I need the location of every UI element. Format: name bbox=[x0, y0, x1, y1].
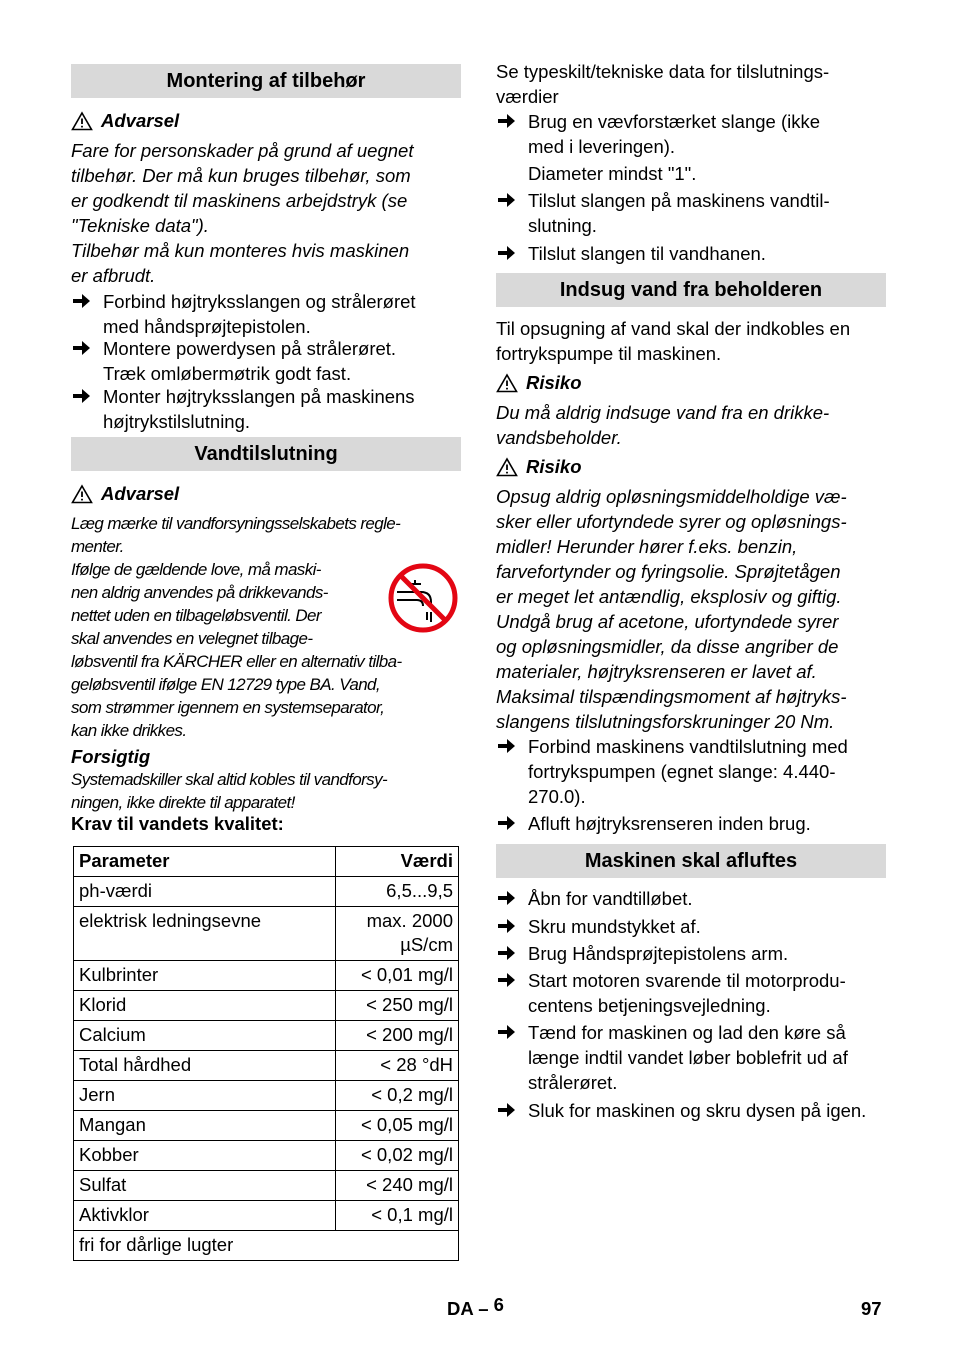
water-quality-table bbox=[73, 846, 459, 1261]
paragraph: Ifølge de gældende love, må maski- nen aldrig anvendes på drikkevands- nettet uden en tilbageløbsventil. Der skal anvendes en velegnet tilbage- løbsventil fra KÄRCHER eller en alternativ tilba- geløbsventil ifølge EN 12729 type BA. Vand, som strømmer igennem en systemseparator, kan ikke drikkes. bbox=[71, 560, 402, 740]
footer-section-label: DA – 6 bbox=[447, 1294, 504, 1319]
list-item: Afluft højtryksrenseren inden brug. bbox=[496, 811, 886, 836]
list-note: Diameter mindst "1". bbox=[528, 163, 697, 184]
arrow-right-icon bbox=[496, 970, 516, 990]
arrow-right-icon bbox=[496, 111, 516, 131]
section-heading-vandtilslutning: Vandtilslutning bbox=[71, 437, 461, 471]
warning-triangle-icon bbox=[71, 111, 93, 131]
warning-label: Risiko bbox=[526, 456, 582, 477]
table-row: ph-værdi 6,5...9,5 bbox=[74, 877, 459, 907]
warning-risiko-2 bbox=[496, 456, 582, 478]
table-row: Calcium < 200 mg/l bbox=[74, 1021, 459, 1051]
section-heading-indsug: Indsug vand fra beholderen bbox=[496, 273, 886, 307]
warning-advarsel-1 bbox=[71, 110, 179, 132]
warning-label: Risiko bbox=[526, 372, 582, 393]
paragraph: Opsug aldrig opløsningsmiddelholdige væ- sker eller ufortyndede syrer og opløsnings- midler! Herunder hører f.eks. benzin, farvefortynder og fyringsolie. Sprøjtetågen er meget let antændlig, eksplosiv og giftig. Undgå brug af acetone, ufortyndede syrer og opløsningsmidler, da disse angriber de materialer, højtryksrenseren er lavet af. Maksimal tilspændingsmoment af højtryks- slangens tilslutningsforskruninger 20 Nm. bbox=[496, 486, 847, 732]
table-row: Kobber < 0,02 mg/l bbox=[74, 1141, 459, 1171]
paragraph: Systemadskiller skal altid kobles til vandforsy- ningen, ikke direkte til apparatet! bbox=[71, 770, 388, 812]
paragraph: Du må aldrig indsuge vand fra en drikke- vandsbeholder. bbox=[496, 402, 830, 448]
paragraph: Til opsugning af vand skal der indkobles en fortrykspumpe til maskinen. bbox=[496, 318, 851, 364]
list-item: Brug en vævforstærket slange (ikke med i leveringen). Diameter mindst "1". bbox=[496, 109, 886, 186]
paragraph: Læg mærke til vandforsyningsselskabets regle- menter. bbox=[71, 514, 401, 556]
arrow-right-icon bbox=[496, 190, 516, 210]
warning-triangle-icon bbox=[71, 484, 93, 504]
list-item: Brug Håndsprøjtepistolens arm. bbox=[496, 941, 886, 966]
warning-label: Advarsel bbox=[101, 483, 180, 504]
list-item: Tilslut slangen til vandhanen. bbox=[496, 241, 886, 266]
list-item: Åbn for vandtilløbet. bbox=[496, 886, 886, 911]
arrow-right-icon bbox=[71, 291, 91, 311]
table-row: Total hårdhed < 28 °dH bbox=[74, 1051, 459, 1081]
table-row: Kulbrinter < 0,01 mg/l bbox=[74, 961, 459, 991]
table-row: elektrisk ledningsevne max. 2000 µS/cm bbox=[74, 907, 459, 961]
list-item: Tænd for maskinen og lad den køre så længe indtil vandet løber boblefrit ud af strålerøret. bbox=[496, 1020, 886, 1095]
arrow-right-icon bbox=[496, 1022, 516, 1042]
table-row: Jern < 0,2 mg/l bbox=[74, 1081, 459, 1111]
list-item: Skru mundstykket af. bbox=[496, 914, 886, 939]
paragraph: Tilbehør må kun monteres hvis maskinen er afbrudt. bbox=[71, 240, 410, 286]
arrow-right-icon bbox=[496, 736, 516, 756]
table-header-row: Parameter Værdi bbox=[74, 847, 459, 877]
section-heading-afluftes: Maskinen skal afluftes bbox=[496, 844, 886, 878]
list-item: Start motoren svarende til motorprodu- centens betjeningsvejledning. bbox=[496, 968, 886, 1018]
arrow-right-icon bbox=[496, 813, 516, 833]
caution-label: Forsigtig bbox=[71, 746, 151, 767]
arrow-right-icon bbox=[71, 386, 91, 406]
warning-risiko-1 bbox=[496, 372, 582, 394]
paragraph: Fare for personskader på grund af uegnet tilbehør. Der må kun bruges tilbehør, som er godkendt til maskinens arbejdstryk (se "Tekniske data"). bbox=[71, 140, 414, 236]
table-row: Mangan < 0,05 mg/l bbox=[74, 1111, 459, 1141]
warning-triangle-icon bbox=[496, 373, 518, 393]
arrow-right-icon bbox=[496, 1100, 516, 1120]
table-row: Aktivklor < 0,1 mg/l bbox=[74, 1201, 459, 1231]
warning-label: Advarsel bbox=[101, 110, 180, 131]
section-heading-montering: Montering af tilbehør bbox=[71, 64, 461, 98]
list-item: Tilslut slangen på maskinens vandtil- slutning. bbox=[496, 188, 886, 238]
warning-advarsel-2 bbox=[71, 483, 179, 505]
arrow-right-icon bbox=[71, 338, 91, 358]
table-title: Krav til vandets kvalitet: bbox=[71, 813, 284, 834]
table-row: Sulfat < 240 mg/l bbox=[74, 1171, 459, 1201]
arrow-right-icon bbox=[496, 943, 516, 963]
page-number: 97 bbox=[861, 1298, 882, 1319]
no-drinking-water-icon bbox=[387, 562, 459, 634]
list-item: Sluk for maskinen og skru dysen på igen. bbox=[496, 1098, 886, 1123]
arrow-right-icon bbox=[496, 243, 516, 263]
list-item: Montere powerdysen på strålerøret. Træk omløbermøtrik godt fast. bbox=[71, 336, 461, 386]
arrow-right-icon bbox=[496, 916, 516, 936]
list-item: Forbind maskinens vandtilslutning med fortrykspumpen (egnet slange: 4.440- 270.0). bbox=[496, 734, 886, 809]
list-item: Forbind højtryksslangen og strålerøret med håndsprøjtepistolen. bbox=[71, 289, 461, 339]
list-item: Monter højtryksslangen på maskinens højtrykstilslutning. bbox=[71, 384, 461, 434]
arrow-right-icon bbox=[496, 888, 516, 908]
table-row: Klorid < 250 mg/l bbox=[74, 991, 459, 1021]
table-row: fri for dårlige lugter bbox=[74, 1231, 459, 1261]
warning-triangle-icon bbox=[496, 457, 518, 477]
paragraph: Se typeskilt/tekniske data for tilslutnings- værdier bbox=[496, 61, 830, 107]
